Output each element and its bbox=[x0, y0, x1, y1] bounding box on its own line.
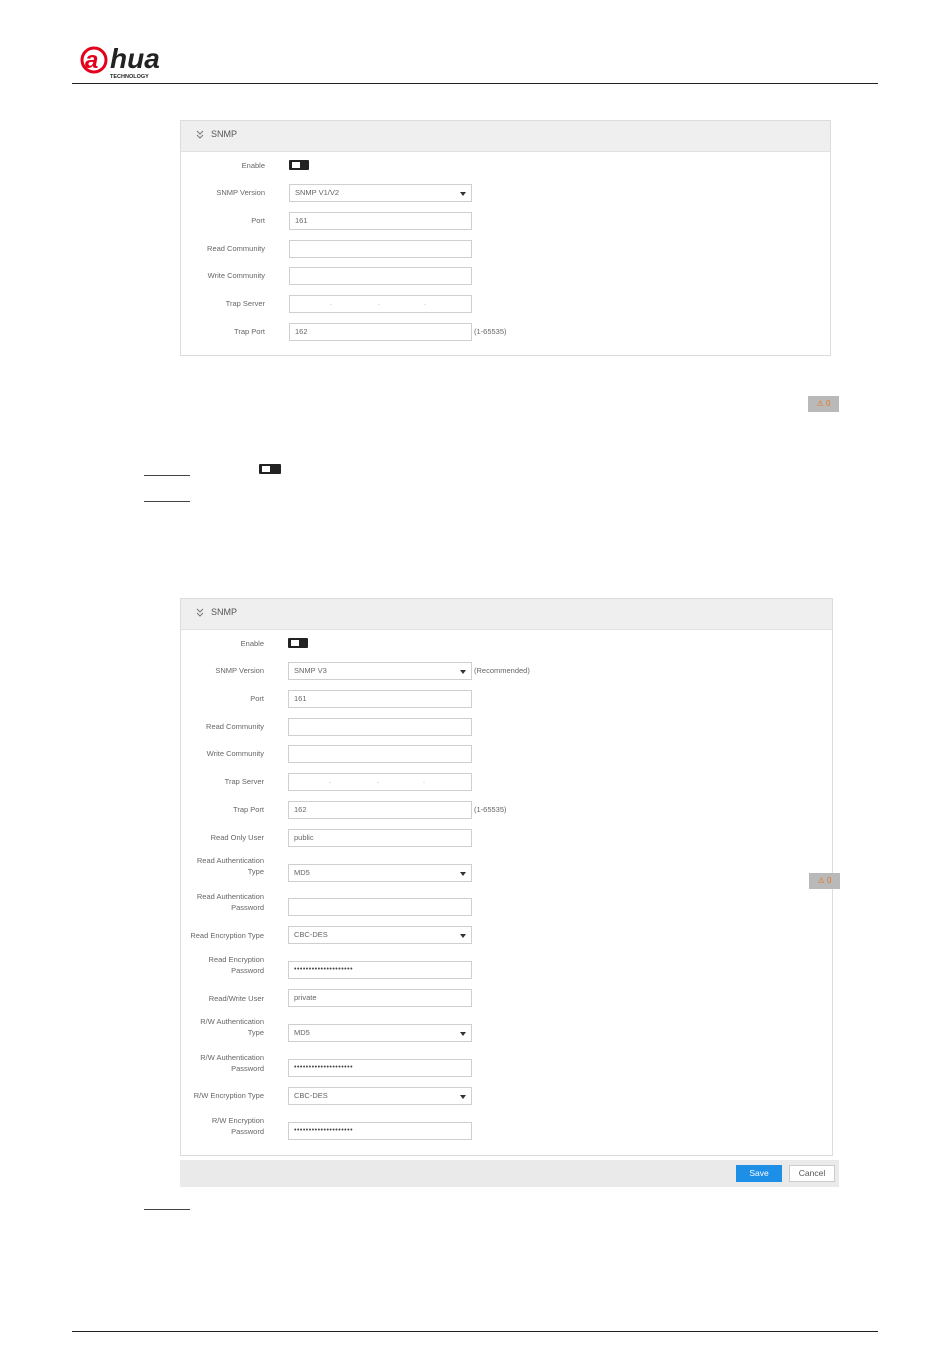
rw-encryption-password-input[interactable]: •••••••••••••••••••• bbox=[288, 1122, 472, 1140]
rw-encryption-type-label: R/W Encryption Type bbox=[193, 1091, 264, 1100]
enable-toggle[interactable] bbox=[288, 638, 308, 648]
trap-port-input[interactable]: 162 bbox=[288, 801, 472, 819]
snmp-version-select[interactable]: SNMP V1/V2 bbox=[289, 184, 472, 202]
snmp-panel-v1v2 bbox=[180, 120, 831, 356]
trap-port-input[interactable]: 162 bbox=[289, 323, 472, 341]
port-label: Port bbox=[250, 694, 264, 703]
collapse-chevron-icon[interactable] bbox=[195, 606, 205, 618]
panel-header bbox=[181, 121, 830, 152]
step-marker bbox=[144, 475, 190, 476]
trap-port-hint: (1-65535) bbox=[474, 327, 507, 336]
read-write-user-label: Read/Write User bbox=[208, 994, 264, 1003]
read-encryption-password-input[interactable]: •••••••••••••••••••• bbox=[288, 961, 472, 979]
rw-encryption-type-select[interactable]: CBC-DES bbox=[288, 1087, 472, 1105]
port-input[interactable]: 161 bbox=[289, 212, 472, 230]
port-label: Port bbox=[251, 216, 265, 225]
inline-toggle-icon bbox=[259, 464, 281, 474]
version-hint: (Recommended) bbox=[474, 666, 530, 675]
save-button[interactable]: Save bbox=[736, 1165, 782, 1182]
panel-header bbox=[181, 599, 832, 630]
read-community-input[interactable] bbox=[289, 240, 472, 258]
panel-title: SNMP bbox=[211, 129, 238, 139]
read-write-user-input[interactable]: private bbox=[288, 989, 472, 1007]
read-only-user-label: Read Only User bbox=[210, 833, 264, 842]
step-marker bbox=[144, 501, 190, 502]
cancel-button[interactable]: Cancel bbox=[789, 1165, 835, 1182]
trap-server-label: Trap Server bbox=[224, 777, 264, 786]
trap-port-hint: (1-65535) bbox=[474, 805, 507, 814]
trap-server-label: Trap Server bbox=[225, 299, 265, 308]
warning-badge[interactable]: ⚠ 0 bbox=[808, 396, 839, 412]
warning-triangle-icon: ⚠ bbox=[816, 399, 824, 408]
read-community-label: Read Community bbox=[206, 722, 264, 731]
action-bar bbox=[180, 1160, 839, 1187]
trap-port-label: Trap Port bbox=[233, 805, 264, 814]
read-auth-type-label: Read Authentication Type bbox=[196, 856, 264, 876]
read-auth-password-label: Read Authentication Password bbox=[196, 892, 264, 912]
svg-text:TECHNOLOGY: TECHNOLOGY bbox=[110, 74, 149, 80]
svg-text:a: a bbox=[85, 47, 99, 74]
write-community-label: Write Community bbox=[207, 271, 265, 280]
rw-auth-password-label: R/W Authentication Password bbox=[200, 1053, 264, 1073]
rw-auth-type-label: R/W Authentication Type bbox=[200, 1017, 264, 1037]
enable-toggle[interactable] bbox=[289, 160, 309, 170]
snmp-version-select[interactable]: SNMP V3 bbox=[288, 662, 472, 680]
read-auth-password-input[interactable] bbox=[288, 898, 472, 916]
rw-encryption-password-label: R/W Encryption Password bbox=[211, 1116, 264, 1136]
snmp-version-label: SNMP Version bbox=[216, 188, 265, 197]
warning-triangle-icon: ⚠ bbox=[817, 876, 825, 885]
rw-auth-password-input[interactable]: •••••••••••••••••••• bbox=[288, 1059, 472, 1077]
snmp-version-label: SNMP Version bbox=[215, 666, 264, 675]
read-auth-type-select[interactable]: MD5 bbox=[288, 864, 472, 882]
panel-title: SNMP bbox=[211, 607, 238, 617]
snmp-panel-v3 bbox=[180, 598, 833, 1156]
warning-badge[interactable]: ⚠ 0 bbox=[809, 873, 840, 889]
read-community-input[interactable] bbox=[288, 718, 472, 736]
read-encryption-type-label: Read Encryption Type bbox=[190, 931, 264, 940]
write-community-input[interactable] bbox=[289, 267, 472, 285]
brand-logo bbox=[80, 38, 200, 82]
port-input[interactable]: 161 bbox=[288, 690, 472, 708]
read-community-label: Read Community bbox=[207, 244, 265, 253]
read-encryption-type-select[interactable]: CBC-DES bbox=[288, 926, 472, 944]
rw-auth-type-select[interactable]: MD5 bbox=[288, 1024, 472, 1042]
collapse-chevron-icon[interactable] bbox=[195, 128, 205, 140]
read-only-user-input[interactable]: public bbox=[288, 829, 472, 847]
write-community-label: Write Community bbox=[206, 749, 264, 758]
svg-text:hua: hua bbox=[110, 43, 160, 74]
step-marker bbox=[144, 1209, 190, 1210]
enable-label: Enable bbox=[240, 639, 264, 648]
read-encryption-password-label: Read Encryption Password bbox=[208, 955, 264, 975]
header-divider bbox=[72, 83, 878, 84]
enable-label: Enable bbox=[241, 161, 265, 170]
trap-port-label: Trap Port bbox=[234, 327, 265, 336]
trap-server-ip-input[interactable]: . . . bbox=[288, 773, 472, 791]
trap-server-ip-input[interactable]: . . . bbox=[289, 295, 472, 313]
footer-divider bbox=[72, 1331, 878, 1332]
write-community-input[interactable] bbox=[288, 745, 472, 763]
